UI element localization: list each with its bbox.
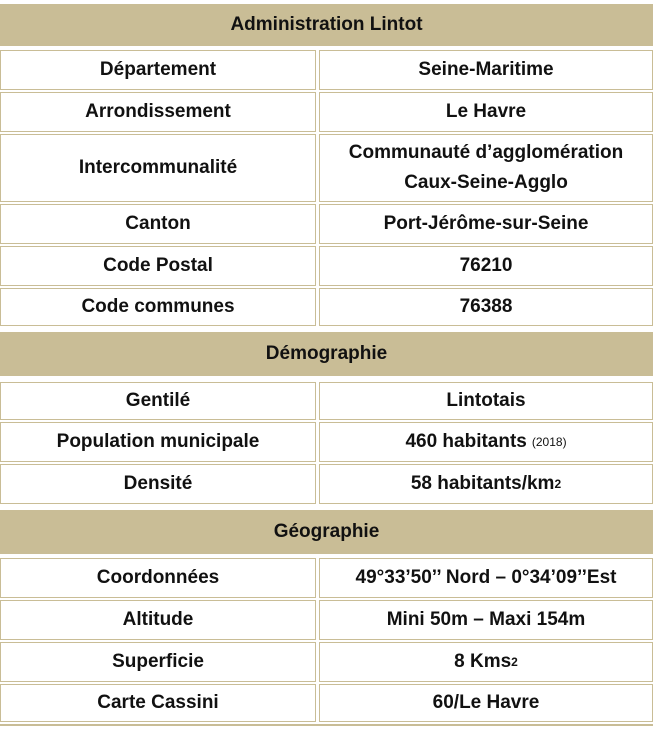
row-label-superficie: Superficie <box>0 642 316 682</box>
row-label-intercommunalite: Intercommunalité <box>0 134 316 202</box>
section-header-geographie: Géographie <box>0 510 653 554</box>
row-value-superficie <box>319 642 653 682</box>
superficie-value: 8 Kms <box>454 651 512 672</box>
row-label-canton: Canton <box>0 204 316 244</box>
row-value-gentile: Lintotais <box>319 382 653 420</box>
row-label-departement: Département <box>0 50 316 90</box>
row-value-canton: Port-Jérôme-sur-Seine <box>319 204 653 244</box>
row-label-code-communes: Code communes <box>0 288 316 326</box>
row-label-arrondissement: Arrondissement <box>0 92 316 132</box>
value-line-1: Communauté d’agglomération <box>348 142 624 163</box>
row-value-coordonnees: 49°33’50’’ Nord – 0°34’09’’Est <box>319 558 653 598</box>
row-label-coordonnees: Coordonnées <box>0 558 316 598</box>
section-header-demographie: Démographie <box>0 332 653 376</box>
section-header-administration: Administration Lintot <box>0 4 653 46</box>
row-value-densite <box>319 464 653 504</box>
row-value-carte-cassini: 60/Le Havre <box>319 684 653 722</box>
row-value-population <box>319 422 653 462</box>
population-year-note: (2018) <box>531 435 567 449</box>
superficie-superscript: 2 <box>511 655 518 669</box>
densite-superscript: 2 <box>554 477 562 491</box>
row-label-gentile: Gentilé <box>0 382 316 420</box>
row-value-altitude: Mini 50m – Maxi 154m <box>319 600 653 640</box>
row-label-densite: Densité <box>0 464 316 504</box>
row-value-intercommunalite <box>319 134 653 202</box>
row-label-carte-cassini: Carte Cassini <box>0 684 316 722</box>
row-value-code-communes: 76388 <box>319 288 653 326</box>
row-value-departement: Seine-Maritime <box>319 50 653 90</box>
row-label-altitude: Altitude <box>0 600 316 640</box>
row-value-code-postal: 76210 <box>319 246 653 286</box>
population-value: 460 habitants <box>405 431 527 452</box>
bottom-divider <box>0 724 653 726</box>
row-value-arrondissement: Le Havre <box>319 92 653 132</box>
row-label-code-postal: Code Postal <box>0 246 316 286</box>
value-line-2: Caux-Seine-Agglo <box>404 172 568 193</box>
row-label-population: Population municipale <box>0 422 316 462</box>
densite-value: 58 habitants/km <box>410 473 555 494</box>
